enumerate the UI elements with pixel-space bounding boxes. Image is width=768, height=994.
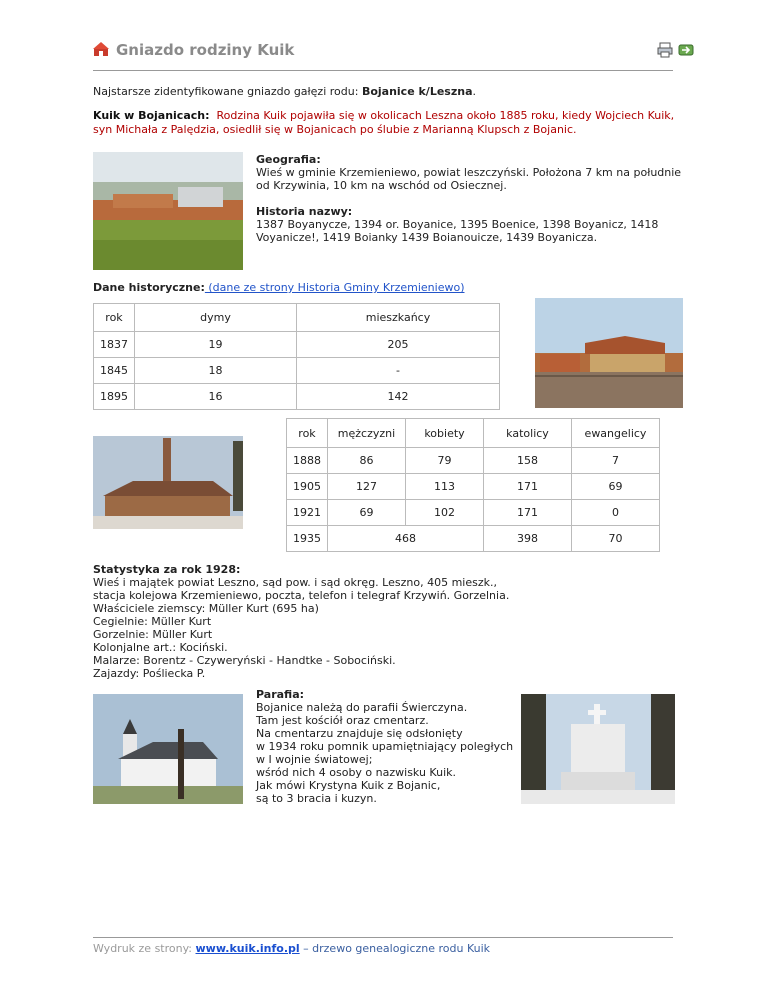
parish-block bbox=[256, 688, 513, 805]
parish-line: wśród nich 4 osoby o nazwisku Kuik. bbox=[256, 766, 456, 779]
table-cell: 142 bbox=[297, 384, 500, 410]
table-cell: - bbox=[297, 358, 500, 384]
census-table bbox=[286, 418, 660, 552]
parish-title: Parafia: bbox=[256, 688, 305, 701]
table-cell: 398 bbox=[484, 526, 572, 552]
footer: Wydruk ze strony: www.kuik.info.pl – drzewo genealogiczne rodu Kuik bbox=[93, 942, 491, 955]
parish-line: Tam jest kościół oraz cmentarz. bbox=[256, 714, 429, 727]
table-row bbox=[94, 358, 500, 384]
history-text: 1387 Boyanycze, 1394 or. Boyanice, 1395 Boenice, 1398 Boyanicz, 1418 Voyanicze!, 1419 Boianky 1439 Boianouicze, 1439 Boyanicza. bbox=[256, 218, 659, 244]
table-cell: 79 bbox=[406, 448, 484, 474]
historical-data-line bbox=[93, 281, 465, 294]
table-header-cell: kobiety bbox=[406, 419, 484, 448]
geography-text: Wieś w gminie Krzemieniewo, powiat leszczyński. Położona 7 km na południe od Krzywinia, 10 km na wschód od Osiecznej. bbox=[256, 166, 682, 192]
table-cell: 69 bbox=[572, 474, 660, 500]
table-cell: 7 bbox=[572, 448, 660, 474]
table-cell: 19 bbox=[135, 332, 297, 358]
parish-line: Bojanice należą do parafii Świerczyna. bbox=[256, 701, 468, 714]
kuik-text: Rodzina Kuik pojawiła się w okolicach Leszna około 1885 roku, kiedy Wojciech Kuik, syn Michała z Palędzia, osiedlił się w Bojanicach po ślubie z Marianną Klupsch z Bojanic. bbox=[93, 109, 675, 136]
table-cell: 468 bbox=[328, 526, 484, 552]
table-cell: 16 bbox=[135, 384, 297, 410]
statistics-line: Gorzelnie: Müller Kurt bbox=[93, 628, 213, 641]
table-cell: 69 bbox=[328, 500, 406, 526]
table-cell: 113 bbox=[406, 474, 484, 500]
table-row bbox=[287, 474, 660, 500]
table-cell: 1837 bbox=[94, 332, 135, 358]
table-cell: 127 bbox=[328, 474, 406, 500]
table-header-row bbox=[94, 304, 500, 332]
photo-brickworks bbox=[93, 152, 243, 270]
parish-line: są to 3 bracia i kuzyn. bbox=[256, 792, 377, 805]
statistics-line: Zajazdy: Pośliecka P. bbox=[93, 667, 206, 680]
home-icon[interactable] bbox=[93, 41, 109, 57]
statistics-title: Statystyka za rok 1928: bbox=[93, 563, 241, 576]
historical-data-label: Dane historyczne: bbox=[93, 281, 205, 294]
statistics-block bbox=[93, 563, 509, 680]
population-table bbox=[93, 303, 500, 410]
photo-farm-buildings bbox=[535, 298, 683, 408]
table-header-cell: rok bbox=[287, 419, 328, 448]
table-cell: 1895 bbox=[94, 384, 135, 410]
page-title: Gniazdo rodziny Kuik bbox=[116, 41, 295, 59]
intro-place: Bojanice k/Leszna bbox=[361, 85, 473, 98]
table-header-cell: mieszkańcy bbox=[297, 304, 500, 332]
statistics-line: Kolonjalne art.: Kociński. bbox=[93, 641, 228, 654]
table-cell: 0 bbox=[572, 500, 660, 526]
send-to-friend-icon[interactable] bbox=[678, 42, 694, 58]
parish-line: w I wojnie światowej; bbox=[256, 753, 373, 766]
table-cell: 102 bbox=[406, 500, 484, 526]
table-row bbox=[287, 448, 660, 474]
table-cell: 205 bbox=[297, 332, 500, 358]
photo-war-memorial bbox=[521, 694, 675, 804]
table-row bbox=[94, 384, 500, 410]
statistics-line: stacja kolejowa Krzemieniewo, poczta, telefon i telegraf Krzywiń. Gorzelnia. bbox=[93, 589, 510, 602]
kuik-paragraph bbox=[93, 109, 683, 137]
photo-church bbox=[93, 694, 243, 804]
kuik-label: Kuik w Bojanicach: bbox=[93, 109, 210, 122]
statistics-line: Wieś i majątek powiat Leszno, sąd pow. i sąd okręg. Leszno, 405 mieszk., bbox=[93, 576, 497, 589]
history-title: Historia nazwy: bbox=[256, 205, 353, 218]
statistics-line: Malarze: Borentz - Czyweryński - Handtke - Sobociński. bbox=[93, 654, 396, 667]
table-cell: 1845 bbox=[94, 358, 135, 384]
footer-site-link[interactable]: www.kuik.info.pl bbox=[195, 942, 300, 955]
geography-block bbox=[256, 153, 686, 244]
table-cell: 158 bbox=[484, 448, 572, 474]
intro-line: Najstarsze zidentyfikowane gniazdo gałęzi rodu: Bojanice k/Leszna. bbox=[93, 85, 476, 98]
statistics-line: Właściciele ziemscy: Müller Kurt (695 ha) bbox=[93, 602, 319, 615]
print-icon[interactable] bbox=[657, 42, 673, 58]
table-cell: 70 bbox=[572, 526, 660, 552]
table-cell: 1921 bbox=[287, 500, 328, 526]
table-cell: 1935 bbox=[287, 526, 328, 552]
table-header-cell: dymy bbox=[135, 304, 297, 332]
table-row bbox=[287, 500, 660, 526]
table-header-row bbox=[287, 419, 660, 448]
table-header-cell: katolicy bbox=[484, 419, 572, 448]
statistics-line: Cegielnie: Müller Kurt bbox=[93, 615, 212, 628]
footer-divider bbox=[93, 937, 673, 938]
header-divider bbox=[93, 70, 673, 71]
table-cell: 1888 bbox=[287, 448, 328, 474]
photo-distillery bbox=[93, 436, 243, 529]
table-header-cell: ewangelicy bbox=[572, 419, 660, 448]
historical-data-link[interactable]: (dane ze strony Historia Gminy Krzemieniewo) bbox=[204, 281, 465, 294]
table-cell: 86 bbox=[328, 448, 406, 474]
table-cell: 18 bbox=[135, 358, 297, 384]
table-cell: 1905 bbox=[287, 474, 328, 500]
table-row bbox=[94, 332, 500, 358]
table-row bbox=[287, 526, 660, 552]
table-cell: 171 bbox=[484, 500, 572, 526]
parish-line: Jak mówi Krystyna Kuik z Bojanic, bbox=[256, 779, 441, 792]
table-header-cell: mężczyzni bbox=[328, 419, 406, 448]
parish-line: w 1934 roku pomnik upamiętniający poległych bbox=[256, 740, 514, 753]
table-cell: 171 bbox=[484, 474, 572, 500]
parish-line: Na cmentarzu znajduje się odsłonięty bbox=[256, 727, 463, 740]
table-header-cell: rok bbox=[94, 304, 135, 332]
geography-title: Geografia: bbox=[256, 153, 321, 166]
